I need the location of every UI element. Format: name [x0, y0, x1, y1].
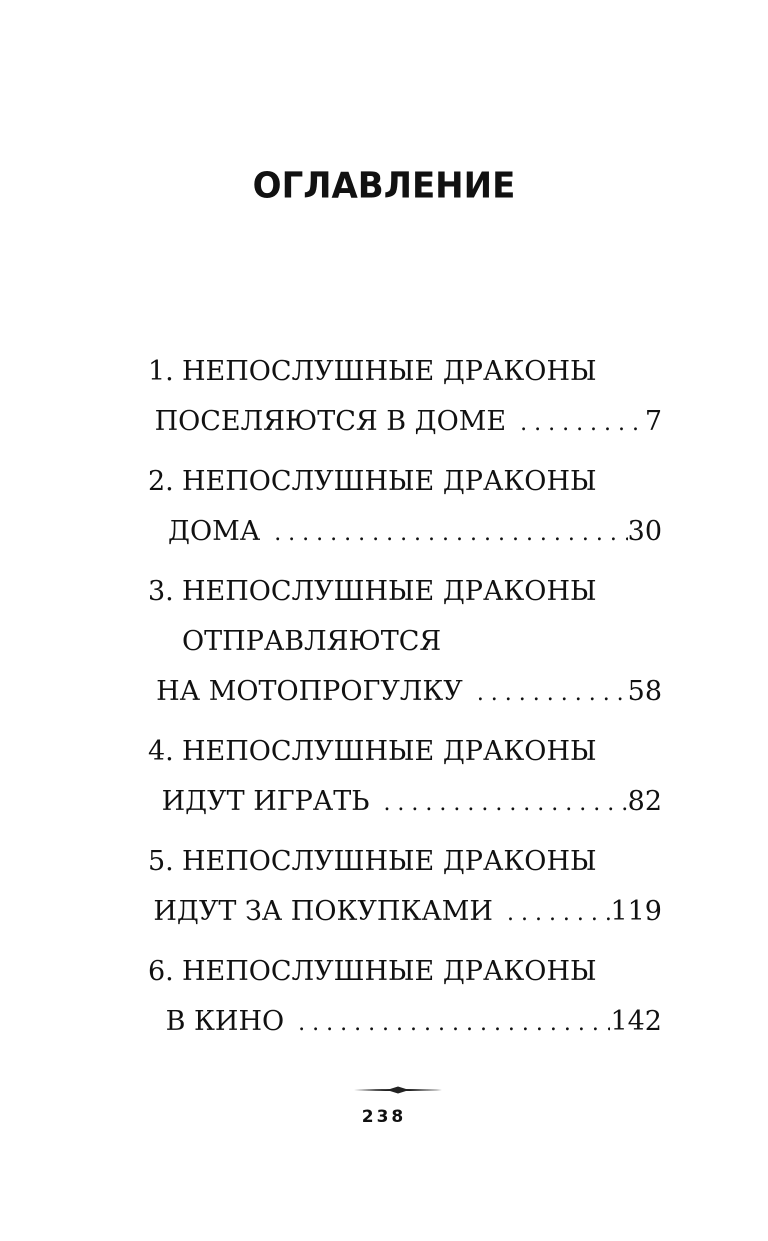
entry-title-line: ДОМА	[168, 516, 261, 547]
entry-page-number: 7	[644, 406, 662, 437]
entry-title-line: НЕПОСЛУШНЫЕ ДРАКОНЫ	[182, 466, 597, 497]
entry-page-number: 82	[627, 786, 662, 817]
entry-title-line: ИДУТ ИГРАТЬ	[161, 786, 370, 817]
entry-number: 6.	[148, 956, 174, 987]
entry-title-line: В КИНО	[165, 1006, 285, 1037]
entry-number: 1.	[148, 356, 174, 387]
entry-title-line: НЕПОСЛУШНЫЕ ДРАКОНЫ	[182, 956, 597, 987]
dot-leader	[463, 669, 628, 719]
table-of-contents	[148, 347, 662, 1057]
entry-title-line: НЕПОСЛУШНЫЕ ДРАКОНЫ	[182, 846, 597, 877]
entry-number: 2.	[148, 466, 174, 497]
toc-entry[interactable]	[148, 727, 662, 827]
entry-page-number: 58	[627, 676, 662, 707]
entry-page-number: 30	[627, 516, 662, 547]
entry-title-line: НЕПОСЛУШНЫЕ ДРАКОНЫ	[182, 736, 597, 767]
entry-title-line: НЕПОСЛУШНЫЕ ДРАКОНЫ	[182, 576, 597, 607]
entry-title-line: ОТПРАВЛЯЮТСЯ	[182, 626, 442, 657]
entry-title-line: НЕПОСЛУШНЫЕ ДРАКОНЫ	[182, 356, 597, 387]
entry-title-line: ПОСЕЛЯЮТСЯ В ДОМЕ	[154, 406, 507, 437]
entry-title-line: ИДУТ ЗА ПОКУПКАМИ	[153, 896, 493, 927]
entry-number: 5.	[148, 846, 174, 877]
entry-title-line: НА МОТОПРОГУЛКУ	[156, 676, 463, 707]
dot-leader	[369, 779, 627, 829]
toc-entry[interactable]	[148, 947, 662, 1047]
entry-page-number: 119	[610, 896, 662, 927]
entry-page-number: 142	[610, 1006, 662, 1037]
toc-entry[interactable]	[148, 837, 662, 937]
dot-leader	[493, 889, 610, 939]
page-title: ОГЛАВЛЕНИЕ	[252, 165, 516, 207]
entry-number: 3.	[148, 576, 174, 607]
ornament-divider	[354, 1083, 442, 1097]
toc-entry[interactable]	[148, 457, 662, 557]
dot-leader	[506, 399, 645, 449]
entry-number: 4.	[148, 736, 174, 767]
dot-leader	[284, 999, 610, 1049]
dot-leader	[260, 509, 627, 559]
page-number: 238	[361, 1107, 407, 1127]
toc-entry[interactable]	[148, 567, 662, 717]
toc-entry[interactable]	[148, 347, 662, 447]
